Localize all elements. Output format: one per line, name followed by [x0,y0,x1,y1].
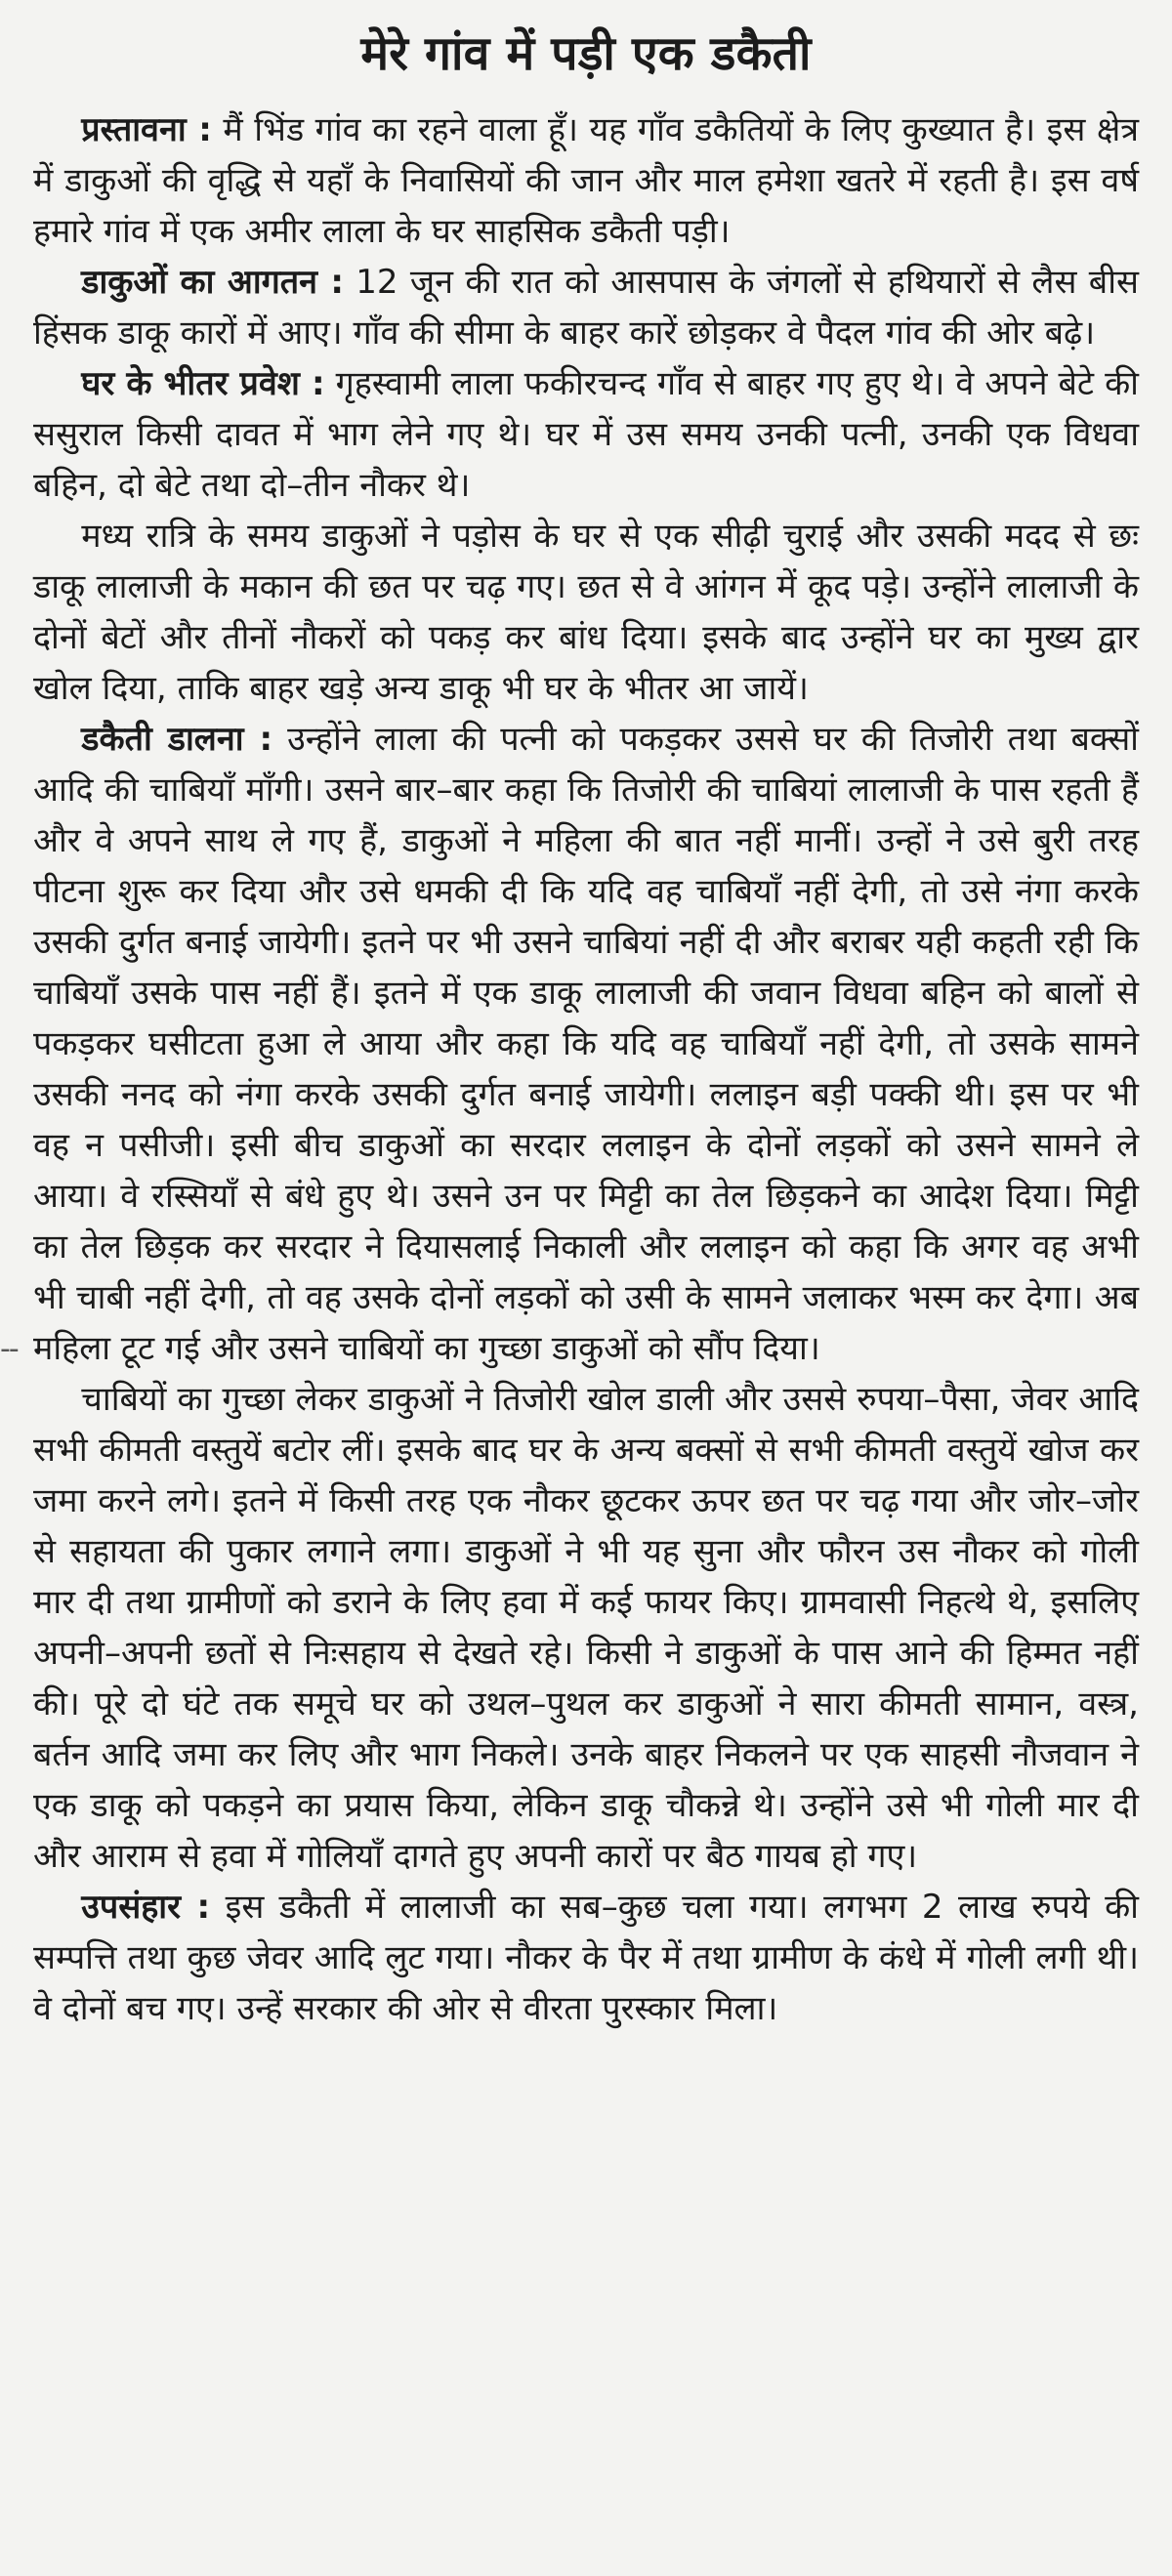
section-heading-introduction: प्रस्तावना : [81,110,212,150]
paragraph-midnight [33,511,1139,714]
paragraph-robbery [33,714,1139,1374]
paragraph-text: चाबियों का गुच्छा लेकर डाकुओं ने तिजोरी खोल डाली और उससे रुपया–पैसा, जेवर आदि सभी कीमती वस्तुयें बटोर लीं। इसके बाद घर के अन्य बक्सों से सभी कीमती वस्तुयें खोज कर जमा करने लगे। इतने में किसी तरह एक नौकर छूटकर ऊपर छत पर चढ़ गया और जोर–जोर से सहायता की पुकार लगाने लगा। डाकुओं ने भी यह सुना और फौरन उस नौकर को गोली मार दी तथा ग्रामीणों को डराने के लिए हवा में कई फायर किए। ग्रामवासी निहत्थे थे, इसलिए अपनी–अपनी छतों से निःसहाय से देखते रहे। किसी ने डाकुओं के पास आने की हिम्मत नहीं की। पूरे दो घंटे तक समूचे घर को उथल–पुथल कर डाकुओं ने सारा कीमती सामान, वस्त्र, बर्तन आदि जमा कर लिए और भाग निकले। उनके बाहर निकलने पर एक साहसी नौजवान ने एक डाकू को पकड़ने का प्रयास किया, लेकिन डाकू चौकन्ने थे। उन्होंने उसे भी गोली मार दी और आराम से हवा में गोलियाँ दागते हुए अपनी कारों पर बैठ गायब हो गए। [33,1380,1139,1877]
section-heading-conclusion: उपसंहार : [81,1888,211,1928]
section-heading-entry: घर के भीतर प्रवेश : [81,364,325,404]
essay-body [33,104,1139,2034]
paragraph-text: मध्य रात्रि के समय डाकुओं ने पड़ोस के घर से एक सीढ़ी चुराई और उसकी मदद से छः डाकू लालाजी के मकान की छत पर चढ़ गए। छत से वे आंगन में कूद पड़े। उन्होंने लालाजी के दोनों बेटों और तीनों नौकरों को पकड़ कर बांध दिया। इसके बाद उन्होंने घर का मुख्य द्वार खोल दिया, ताकि बाहर खड़े अन्य डाकू भी घर के भीतर आ जायें। [33,517,1139,709]
page-title: मेरे गांव में पड़ी एक डकैती [360,26,812,81]
paragraph-text: उन्होंने लाला की पत्नी को पकड़कर उससे घर की तिजोरी तथा बक्सों आदि की चाबियाँ माँगी। उसने बार–बार कहा कि तिजोरी की चाबियां लालाजी के पास रहती हैं और वे अपने साथ ले गए हैं, डाकुओं ने महिला की बात नहीं मानीं। उन्हों ने उसे बुरी तरह पीटना शुरू कर दिया और उसे धमकी दी कि यदि वह चाबियाँ नहीं देगी, तो उसे नंगा करके उसकी दुर्गत बनाई जायेगी। इतने पर भी उसने चाबियां नहीं दी और बराबर यही कहती रही कि चाबियाँ उसके पास नहीं हैं। इतने में एक डाकू लालाजी की जवान विधवा बहिन को बालों से पकड़कर घसीटता हुआ ले आया और कहा कि यदि वह चाबियाँ नहीं देगी, तो उसके सामने उसकी ननद को नंगा करके उसकी दुर्गत बनाई जायेगी। ललाइन बड़ी पक्की थी। इस पर भी वह न पसीजी। इसी बीच डाकुओं का सरदार ललाइन के दोनों लड़कों को उसने सामने ले आया। वे रस्सियाँ से बंधे हुए थे। उसने उन पर मिट्टी का तेल छिड़कने का आदेश दिया। मिट्टी का तेल छिड़क कर सरदार ने दियासलाई निकाली और ललाइन को कहा कि अगर वह अभी भी चाबी नहीं देगी, तो वह उसके दोनों लड़कों को उसी के सामने जलाकर भस्म कर देगा। अब महिला टूट गई और उसने चाबियों का गुच्छा डाकुओं को सौंप दिया। [33,720,1139,1369]
paragraph-conclusion [33,1882,1139,2034]
paragraph-text: इस डकैती में लालाजी का सब–कुछ चला गया। लगभग 2 लाख रुपये की सम्पत्ति तथा कुछ जेवर आदि लुट गया। नौकर के पैर में तथा ग्रामीण के कंधे में गोली लगी थी। वे दोनों बच गए। उन्हें सरकार की ओर से वीरता पुरस्कार मिला। [33,1888,1139,2029]
paragraph-introduction [33,104,1139,257]
section-heading-robbery: डकैती डालना : [81,720,273,760]
paragraph-looting [33,1374,1139,1882]
paragraph-arrival [33,257,1139,358]
paragraph-entry [33,358,1139,511]
scan-edge-mark: -- [0,1332,18,1366]
paragraph-text: 12 जून की रात को आसपास के जंगलों से हथियारों से लैस बीस हिंसक डाकू कारों में आए। गाँव की सीमा के बाहर कारें छोड़कर वे पैदल गांव की ओर बढ़े। [33,263,1139,353]
section-heading-arrival: डाकुओं का आगतन : [81,263,344,303]
paragraph-text: गृहस्वामी लाला फकीरचन्द गाँव से बाहर गए हुए थे। वे अपने बेटे की ससुराल किसी दावत में भाग लेने गए थे। घर में उस समय उनकी पत्नी, उनकी एक विधवा बहिन, दो बेटे तथा दो–तीन नौकर थे। [33,364,1139,506]
paragraph-text: मैं भिंड गांव का रहने वाला हूँ। यह गाँव डकैतियों के लिए कुख्यात है। इस क्षेत्र में डाकुओं की वृद्धि से यहाँ के निवासियों की जान और माल हमेशा खतरे में रहती है। इस वर्ष हमारे गांव में एक अमीर लाला के घर साहसिक डकैती पड़ी। [33,110,1139,252]
